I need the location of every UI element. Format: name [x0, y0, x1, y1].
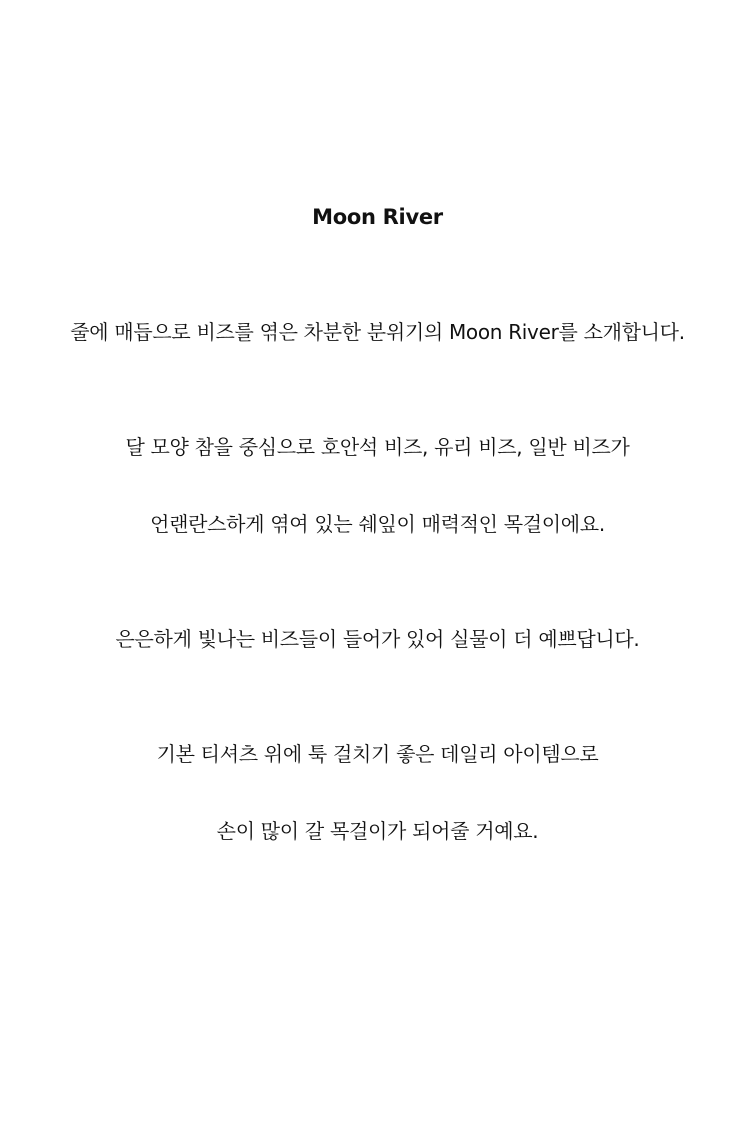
description-line: 달 모양 참을 중심으로 호안석 비즈, 유리 비즈, 일반 비즈가	[125, 435, 630, 459]
product-title: Moon River	[312, 205, 443, 229]
intro-text: 줄에 매듭으로 비즈를 엮은 차분한 분위기의 Moon River를 소개합니다.	[70, 320, 685, 344]
description-line: 기본 티셔츠 위에 툭 걸치기 좋은 데일리 아이템으로	[156, 742, 599, 766]
description-line: 은은하게 빛나는 비즈들이 들어가 있어 실물이 더 예쁘답니다.	[115, 627, 640, 651]
description-line: 언랜란스하게 엮여 있는 쉐잎이 매력적인 목걸이에요.	[150, 512, 605, 536]
description-line: 손이 많이 갈 목걸이가 되어줄 거예요.	[216, 819, 539, 843]
